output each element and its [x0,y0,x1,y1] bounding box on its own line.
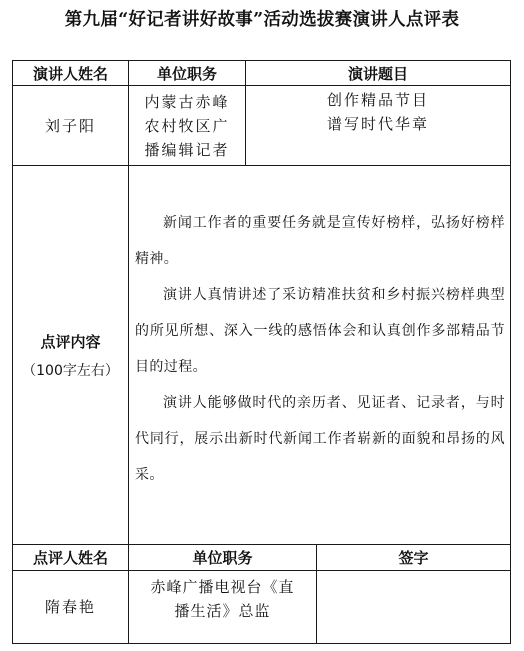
speaker-name: 刘子阳 [44,116,96,135]
form-title: 第九届“好记者讲好故事”活动选拔赛演讲人点评表 [64,10,460,30]
comment-label-title: 点评内容 [40,332,101,351]
header-speech-topic: 演讲题目 [347,64,408,83]
speech-topic-line: 谱写时代华章 [326,115,429,133]
comment-label [13,166,128,544]
reviewer-unit [129,571,316,643]
speaker-unit-line: 内蒙古赤峰 [144,92,230,111]
speech-topic-line: 创作精品节目 [326,91,429,109]
reviewer-unit-line: 赤峰广播电视台《直 [150,578,295,596]
header-reviewer-name: 点评人姓名 [32,549,108,567]
comment-paragraph: 新闻工作者的重要任务就是宣传好榜样，弘扬好榜样精神。 [135,215,505,267]
header-signature: 签字 [398,549,429,567]
comment-content [135,205,505,493]
speaker-unit-line: 农村牧区广 [144,116,230,135]
reviewer-unit-line: 播生活》总监 [174,602,271,620]
reviewer-name: 隋春艳 [44,598,96,616]
speech-topic [246,86,510,165]
comment-paragraph: 演讲人真情讲述了采访精准扶贫和乡村振兴榜样典型的所见所想、深入一线的感悟体会和认真创作多部精品节目的过程。 [135,287,505,375]
comment-label-note: （100字左右） [22,362,119,379]
header-unit-position: 单位职务 [156,64,217,83]
speaker-unit-line: 播编辑记者 [144,140,230,159]
header-speaker-name: 演讲人姓名 [32,64,108,83]
speaker-unit [129,86,245,165]
header-reviewer-unit: 单位职务 [192,549,253,567]
signature-field[interactable] [317,571,510,643]
comment-paragraph: 演讲人能够做时代的亲历者、见证者、记录者，与时代同行，展示出新时代新闻工作者崭新的面貌和昂扬的风采。 [135,395,505,483]
